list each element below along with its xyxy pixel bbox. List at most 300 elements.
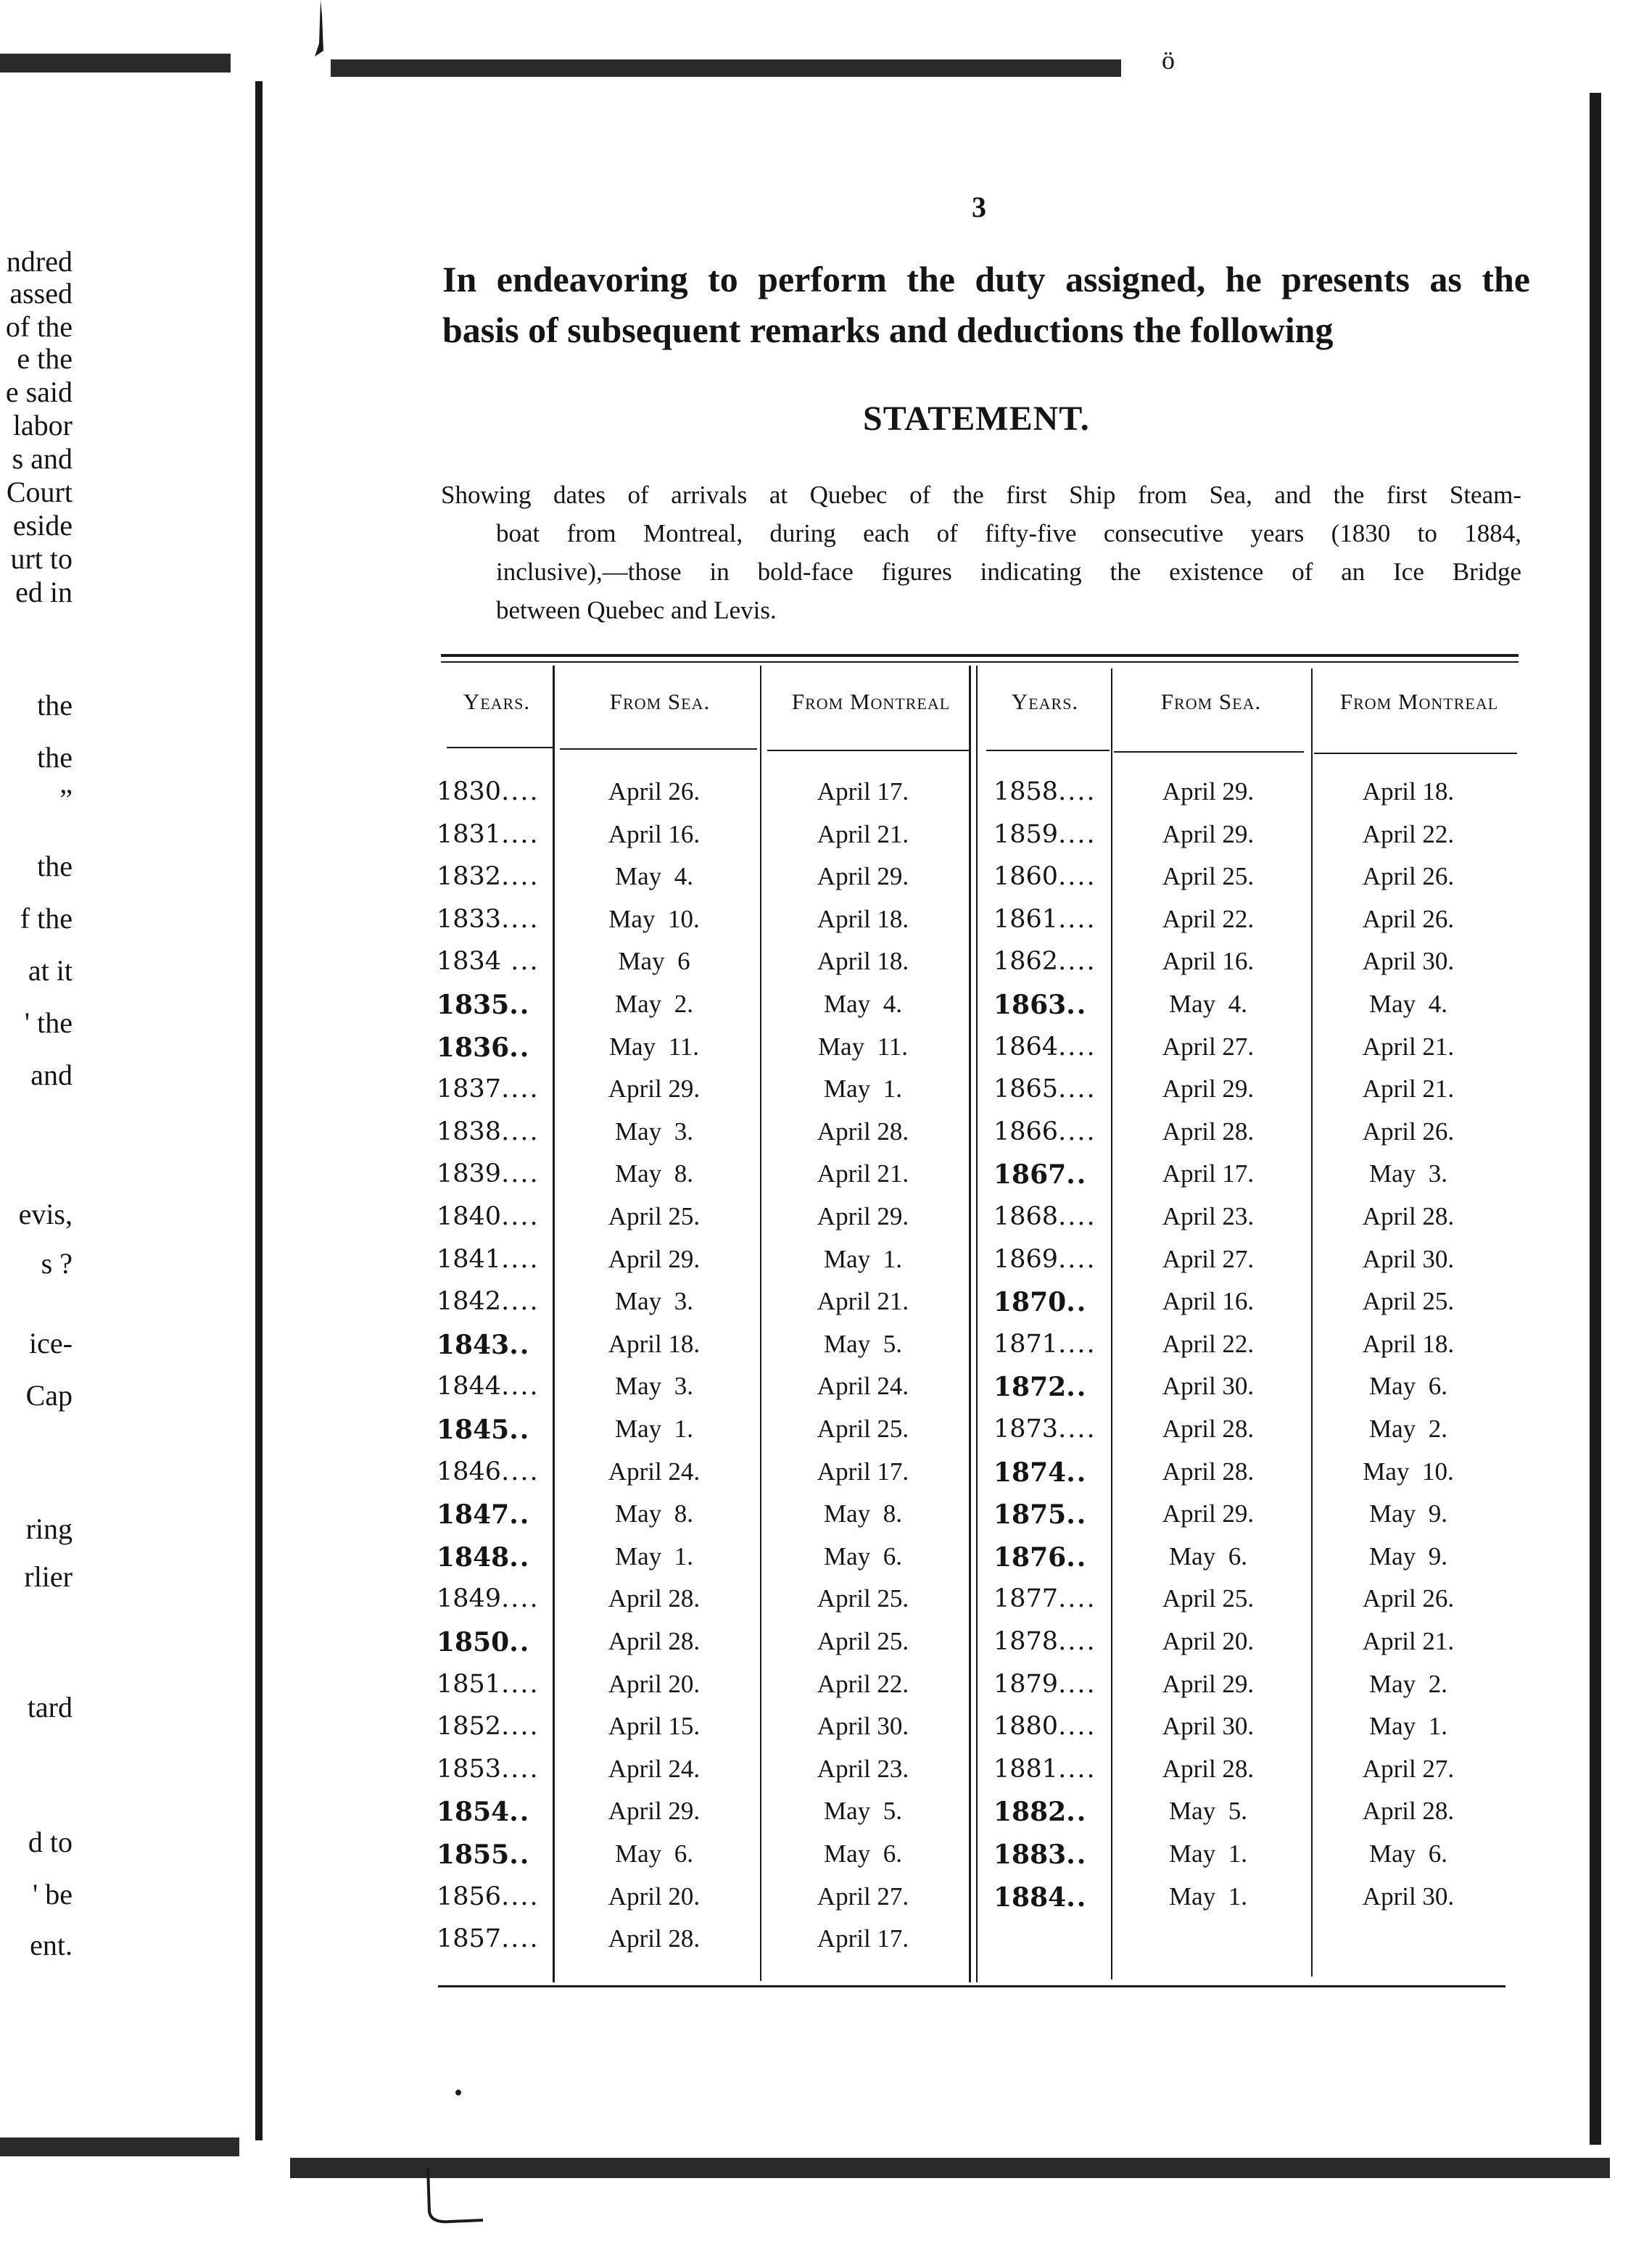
from-montreal-cell: May 6.: [824, 1542, 902, 1570]
year-cell: [437, 1924, 540, 1953]
column-rule-3b: [976, 666, 978, 1982]
year-cell: [993, 1287, 1087, 1317]
year-value: 1845: [437, 1415, 510, 1445]
from-montreal-cell: April 23.: [817, 1755, 909, 1783]
from-montreal-cell: April 22.: [817, 1670, 909, 1698]
year-value: 1830: [437, 777, 502, 806]
leader-dots: ...: [501, 947, 540, 976]
from-sea-cell: May 6: [618, 947, 690, 975]
ring-mark-icon: ö: [1162, 46, 1175, 75]
leader-dots: ..: [1066, 1372, 1088, 1402]
from-sea-cell: May 3.: [615, 1372, 693, 1400]
year-cell: [993, 1584, 1096, 1613]
from-sea-cell: May 6.: [615, 1839, 693, 1868]
year-value: 1840: [437, 1202, 502, 1231]
caption-line-2: boat from Montreal, during each of fifty-five consecutive years (1830 to 1884,: [496, 519, 1521, 547]
left-page-fragment: ice-: [29, 1327, 73, 1359]
from-montreal-cell: April 30.: [1362, 947, 1455, 975]
year-value: 1854: [437, 1797, 510, 1827]
leader-dots: ..: [1066, 1882, 1088, 1913]
header-from-sea-right: From Sea.: [1160, 689, 1262, 714]
left-page-fragment: ring: [25, 1512, 73, 1545]
year-value: 1833: [437, 905, 502, 934]
from-sea-cell: April 20.: [1162, 1627, 1255, 1655]
from-montreal-cell: April 25.: [817, 1627, 909, 1655]
year-cell: [437, 947, 540, 976]
left-page-fragment: ed in: [15, 576, 73, 608]
leader-dots: ....: [501, 1075, 540, 1104]
left-page-fragment: tard: [27, 1691, 73, 1723]
leader-dots: ....: [501, 1457, 540, 1486]
year-value: 1876: [993, 1542, 1067, 1573]
from-sea-cell: April 28.: [608, 1584, 701, 1613]
year-value: 1856: [437, 1882, 502, 1911]
leader-dots: ....: [501, 862, 540, 891]
left-page-fragment: d to: [28, 1826, 73, 1858]
page-right-edge: [1590, 93, 1601, 2145]
leader-dots: ..: [509, 1797, 531, 1827]
year-cell: [437, 1542, 530, 1573]
header-underline-5: [1114, 751, 1304, 753]
leader-dots: ..: [1066, 990, 1088, 1020]
year-cell: [993, 1245, 1096, 1274]
from-sea-cell: April 27.: [1162, 1245, 1255, 1273]
from-sea-cell: May 2.: [615, 990, 693, 1018]
from-montreal-cell: April 30.: [1362, 1882, 1455, 1911]
from-sea-cell: May 8.: [615, 1499, 693, 1528]
leader-dots: ..: [509, 1330, 531, 1360]
year-cell: [993, 1542, 1087, 1573]
year-value: 1850: [437, 1627, 510, 1657]
from-montreal-cell: April 29.: [817, 1202, 909, 1230]
leader-dots: ..: [509, 1542, 531, 1573]
from-montreal-cell: April 30.: [817, 1712, 909, 1740]
leader-dots: ..: [509, 1627, 531, 1657]
leader-dots: ....: [1058, 1670, 1096, 1699]
header-underline-2: [560, 748, 757, 750]
year-cell: [437, 1584, 540, 1613]
from-montreal-cell: April 22.: [1362, 820, 1455, 848]
scan-border-top-left: [0, 54, 231, 73]
header-years-right: Years.: [1011, 689, 1079, 714]
leader-dots: ....: [1058, 1075, 1096, 1104]
from-montreal-cell: April 18.: [817, 947, 909, 975]
leader-dots: ....: [501, 1670, 540, 1699]
header-years-left: Years.: [463, 689, 531, 714]
year-cell: [437, 1457, 540, 1486]
column-rule-2: [760, 666, 761, 1981]
leader-dots: ....: [501, 1712, 540, 1741]
leader-dots: ....: [501, 905, 540, 934]
year-value: 1867: [993, 1159, 1067, 1190]
year-value: 1832: [437, 862, 502, 891]
from-sea-cell: April 20.: [608, 1882, 701, 1911]
year-cell: [993, 1117, 1096, 1146]
leader-dots: ..: [1066, 1159, 1088, 1190]
left-page-fragment: ' be: [33, 1878, 73, 1911]
left-page-fragment: e the: [17, 342, 73, 375]
year-cell: [437, 1202, 540, 1231]
from-montreal-cell: April 25.: [817, 1415, 909, 1443]
year-cell: [437, 1755, 540, 1784]
from-sea-cell: April 30.: [1162, 1712, 1255, 1740]
year-cell: [993, 777, 1096, 806]
left-page-fragment: evis,: [18, 1198, 73, 1230]
year-value: 1881: [993, 1755, 1059, 1784]
from-montreal-cell: April 21.: [817, 820, 909, 848]
table-top-rule-2: [441, 661, 1519, 663]
year-value: 1866: [993, 1117, 1059, 1146]
from-sea-cell: April 29.: [1162, 820, 1255, 848]
year-value: 1878: [993, 1627, 1059, 1656]
from-montreal-cell: April 18.: [1362, 777, 1455, 806]
year-value: 1848: [437, 1542, 510, 1573]
year-cell: [993, 1202, 1096, 1231]
year-cell: [437, 1670, 540, 1699]
from-sea-cell: April 24.: [608, 1755, 701, 1783]
statement-title: STATEMENT.: [863, 400, 1090, 438]
column-rule-5: [1311, 669, 1313, 1977]
leader-dots: ..: [1066, 1499, 1088, 1530]
from-montreal-cell: May 1.: [1369, 1712, 1447, 1740]
year-value: 1851: [437, 1670, 502, 1699]
left-page-fragment: ndred: [6, 245, 73, 278]
left-page-fragment: ' the: [24, 1006, 73, 1039]
leader-dots: ....: [501, 1202, 540, 1231]
from-montreal-cell: April 29.: [817, 862, 909, 890]
from-sea-cell: April 29.: [1162, 777, 1255, 806]
left-page-fragment: the: [37, 689, 73, 721]
leader-dots: ....: [1058, 1117, 1096, 1146]
year-value: 1835: [437, 990, 510, 1020]
year-cell: [437, 1032, 530, 1063]
leader-dots: ....: [501, 820, 540, 849]
from-sea-cell: April 17.: [1162, 1159, 1255, 1188]
from-sea-cell: May 5.: [1169, 1797, 1247, 1825]
year-cell: [993, 862, 1096, 891]
year-cell: [437, 1499, 530, 1530]
year-cell: [437, 1627, 530, 1657]
from-sea-cell: April 28.: [1162, 1415, 1255, 1443]
year-value: 1880: [993, 1712, 1059, 1741]
leader-dots: ..: [509, 1032, 531, 1063]
scan-border-top-right: [331, 59, 1121, 77]
year-cell: [437, 990, 530, 1020]
left-page-fragment: ”: [59, 783, 73, 816]
year-cell: [437, 905, 540, 934]
from-sea-cell: April 16.: [1162, 947, 1255, 975]
caption-line-4: between Quebec and Levis.: [496, 596, 777, 624]
year-value: 1882: [993, 1797, 1067, 1827]
leader-dots: ....: [501, 1882, 540, 1911]
leader-dots: ..: [509, 1839, 531, 1870]
page-fold-line: [255, 81, 263, 2140]
leader-dots: ..: [1066, 1839, 1088, 1870]
from-sea-cell: April 29.: [608, 1797, 701, 1825]
from-montreal-cell: May 1.: [824, 1245, 902, 1273]
year-cell: [993, 1882, 1087, 1913]
leader-dots: ..: [1066, 1542, 1088, 1573]
year-cell: [437, 1797, 530, 1827]
year-cell: [993, 1670, 1096, 1699]
header-underline-4: [986, 750, 1110, 751]
leader-dots: ....: [1058, 862, 1096, 891]
header-underline-6: [1314, 753, 1517, 754]
from-montreal-cell: April 17.: [817, 1924, 909, 1953]
from-sea-cell: April 28.: [1162, 1755, 1255, 1783]
year-cell: [437, 1330, 530, 1360]
left-page-fragment: rlier: [24, 1560, 73, 1593]
from-montreal-cell: May 2.: [1369, 1670, 1447, 1698]
table-top-rule: [441, 654, 1519, 657]
year-cell: [437, 1117, 540, 1146]
year-value: 1879: [993, 1670, 1059, 1699]
from-sea-cell: April 20.: [608, 1670, 701, 1698]
intro-line-2: basis of subsequent remarks and deductions the following: [442, 310, 1334, 350]
leader-dots: ....: [1058, 1245, 1096, 1274]
from-sea-cell: May 3.: [615, 1117, 693, 1146]
year-value: 1849: [437, 1584, 502, 1613]
from-montreal-cell: April 28.: [1362, 1202, 1455, 1230]
from-montreal-cell: April 28.: [1362, 1797, 1455, 1825]
from-sea-cell: April 29.: [608, 1245, 701, 1273]
from-montreal-cell: April 17.: [817, 777, 909, 806]
year-cell: [993, 1032, 1096, 1061]
header-underline-3: [767, 750, 970, 751]
intro-line-1: In endeavoring to perform the duty assigned, he presents as the: [442, 259, 1530, 299]
year-cell: [993, 1330, 1096, 1359]
from-montreal-cell: April 21.: [1362, 1032, 1455, 1061]
from-sea-cell: April 28.: [608, 1924, 701, 1953]
from-sea-cell: April 29.: [1162, 1499, 1255, 1528]
year-value: 1838: [437, 1117, 502, 1146]
statement-caption: [441, 476, 1521, 629]
page-number: 3: [972, 191, 986, 223]
left-page-fragment: s ?: [41, 1247, 73, 1280]
year-cell: [993, 1159, 1087, 1190]
left-page-fragment: the: [37, 741, 73, 774]
year-value: 1870: [993, 1287, 1067, 1317]
year-value: 1862: [993, 947, 1059, 976]
from-montreal-cell: May 1.: [824, 1075, 902, 1103]
left-page-fragment: e said: [5, 376, 73, 408]
leader-dots: ....: [501, 777, 540, 806]
left-page-fragment: eside: [12, 509, 73, 542]
year-cell: [437, 1372, 540, 1401]
left-page-fragment: the: [37, 850, 73, 882]
from-sea-cell: May 4.: [1169, 990, 1247, 1018]
from-sea-cell: May 1.: [615, 1415, 693, 1443]
from-montreal-cell: April 26.: [1362, 1584, 1455, 1613]
year-value: 1883: [993, 1839, 1067, 1870]
year-value: 1853: [437, 1755, 502, 1784]
from-montreal-cell: May 8.: [824, 1499, 902, 1528]
leader-dots: ....: [1058, 1712, 1096, 1741]
header-underline-1: [447, 747, 553, 748]
year-cell: [993, 1627, 1096, 1656]
leader-dots: ....: [1058, 1584, 1096, 1613]
year-cell: [437, 1415, 530, 1445]
year-cell: [437, 1712, 540, 1741]
leader-dots: ....: [1058, 1755, 1096, 1784]
leader-dots: ....: [501, 1245, 540, 1274]
from-montreal-cell: May 5.: [824, 1330, 902, 1358]
year-value: 1859: [993, 820, 1059, 849]
year-cell: [437, 1287, 540, 1316]
from-montreal-cell: April 25.: [817, 1584, 909, 1613]
year-value: 1847: [437, 1499, 510, 1530]
from-sea-cell: April 28.: [608, 1627, 701, 1655]
from-montreal-cell: April 27.: [1362, 1755, 1455, 1783]
from-sea-cell: April 26.: [608, 777, 701, 806]
from-sea-cell: April 22.: [1162, 905, 1255, 933]
header-from-montreal-right: From Montreal: [1339, 689, 1499, 714]
from-montreal-cell: April 18.: [1362, 1330, 1455, 1358]
from-sea-cell: April 22.: [1162, 1330, 1255, 1358]
from-sea-cell: May 1.: [1169, 1839, 1247, 1868]
from-sea-cell: May 1.: [615, 1542, 693, 1570]
from-montreal-cell: April 21.: [817, 1159, 909, 1188]
left-page-fragment: labor: [12, 409, 73, 442]
leader-dots: ....: [1058, 1330, 1096, 1359]
from-sea-cell: May 11.: [608, 1032, 700, 1061]
year-cell: [993, 820, 1096, 849]
year-cell: [993, 1075, 1096, 1104]
year-value: 1884: [993, 1882, 1067, 1913]
year-value: 1831: [437, 820, 502, 849]
from-sea-cell: May 8.: [615, 1159, 693, 1188]
scan-border-bottom-right: [290, 2158, 1610, 2178]
from-sea-cell: May 1.: [1169, 1882, 1247, 1911]
column-rule-3a: [969, 666, 971, 1982]
leader-dots: ....: [501, 1924, 540, 1953]
column-rule-1: [553, 666, 555, 1982]
table-bottom-rule: [438, 1985, 1505, 1987]
year-cell: [437, 1839, 530, 1870]
year-value: 1855: [437, 1839, 510, 1870]
year-value: 1836: [437, 1032, 510, 1063]
leader-dots: ....: [501, 1287, 540, 1316]
leader-dots: ....: [1058, 1032, 1096, 1061]
leader-dots: ....: [1058, 1415, 1096, 1444]
year-cell: [993, 1415, 1096, 1444]
scan-border-bottom-left: [0, 2137, 239, 2156]
from-sea-cell: April 27.: [1162, 1032, 1255, 1061]
year-cell: [437, 1075, 540, 1104]
from-montreal-cell: May 4.: [1369, 990, 1447, 1018]
from-montreal-cell: April 25.: [1362, 1287, 1455, 1315]
from-montreal-cell: April 21.: [1362, 1627, 1455, 1655]
leader-dots: ....: [501, 1584, 540, 1613]
from-sea-cell: April 15.: [608, 1712, 701, 1740]
year-value: 1834: [437, 947, 502, 976]
year-value: 1875: [993, 1499, 1067, 1530]
from-montreal-cell: May 5.: [824, 1797, 902, 1825]
year-cell: [437, 1882, 540, 1911]
from-montreal-cell: May 11.: [817, 1032, 909, 1061]
from-montreal-cell: April 18.: [817, 905, 909, 933]
leader-dots: ....: [1058, 1627, 1096, 1656]
left-page-fragment: at it: [28, 954, 73, 987]
from-montreal-cell: April 21.: [817, 1287, 909, 1315]
year-value: 1877: [993, 1584, 1059, 1613]
year-cell: [993, 1755, 1096, 1784]
from-montreal-cell: April 24.: [817, 1372, 909, 1400]
ink-mark-bottom: [421, 2168, 486, 2226]
year-value: 1871: [993, 1330, 1059, 1359]
header-from-montreal-left: From Montreal: [791, 689, 951, 714]
left-page-fragment: and: [30, 1059, 73, 1091]
column-rule-4: [1111, 669, 1112, 1979]
year-cell: [437, 820, 540, 849]
from-sea-cell: April 25.: [1162, 1584, 1255, 1613]
from-sea-cell: April 29.: [608, 1075, 701, 1103]
leader-dots: ..: [509, 990, 531, 1020]
from-montreal-cell: May 10.: [1363, 1457, 1454, 1486]
from-sea-cell: April 24.: [608, 1457, 701, 1486]
year-value: 1837: [437, 1075, 502, 1104]
from-montreal-cell: April 26.: [1362, 1117, 1455, 1146]
leader-dots: ..: [1066, 1287, 1088, 1317]
year-value: 1861: [993, 905, 1059, 934]
year-cell: [993, 1797, 1087, 1827]
from-montreal-cell: May 4.: [824, 990, 902, 1018]
from-sea-cell: April 28.: [1162, 1457, 1255, 1486]
leader-dots: ....: [1058, 1202, 1096, 1231]
left-page-fragment: urt to: [10, 542, 73, 575]
year-value: 1841: [437, 1245, 502, 1274]
left-page-fragment: s and: [12, 442, 73, 475]
from-montreal-cell: May 2.: [1369, 1415, 1447, 1443]
from-sea-cell: April 29.: [1162, 1670, 1255, 1698]
from-sea-cell: April 25.: [608, 1202, 701, 1230]
year-cell: [993, 1457, 1087, 1488]
leader-dots: ....: [1058, 820, 1096, 849]
left-page-fragment: assed: [9, 277, 73, 310]
year-value: 1858: [993, 777, 1059, 806]
leader-dots: ....: [1058, 777, 1096, 806]
from-sea-cell: April 18.: [608, 1330, 701, 1358]
from-montreal-cell: May 6.: [1369, 1372, 1447, 1400]
year-cell: [993, 1712, 1096, 1741]
year-value: 1873: [993, 1415, 1059, 1444]
ink-mark: [299, 0, 342, 58]
from-sea-cell: April 25.: [1162, 862, 1255, 890]
leader-dots: ....: [501, 1372, 540, 1401]
leader-dots: ..: [509, 1415, 531, 1445]
year-cell: [993, 1839, 1087, 1870]
year-cell: [437, 862, 540, 891]
year-value: 1860: [993, 862, 1059, 891]
leader-dots: ....: [1058, 947, 1096, 976]
year-value: 1872: [993, 1372, 1067, 1402]
leader-dots: ....: [501, 1755, 540, 1784]
leader-dots: ..: [1066, 1457, 1088, 1488]
year-value: 1843: [437, 1330, 510, 1360]
from-sea-cell: April 16.: [1162, 1287, 1255, 1315]
year-value: 1865: [993, 1075, 1059, 1104]
caption-line-1: Showing dates of arrivals at Quebec of the first Ship from Sea, and the first Steam-: [441, 481, 1521, 509]
from-sea-cell: April 23.: [1162, 1202, 1255, 1230]
from-sea-cell: May 4.: [615, 862, 693, 890]
year-value: 1846: [437, 1457, 502, 1486]
left-page-fragment: Cap: [25, 1379, 73, 1412]
year-value: 1852: [437, 1712, 502, 1741]
year-cell: [993, 1499, 1087, 1530]
from-sea-cell: May 3.: [615, 1287, 693, 1315]
leader-dots: ..: [509, 1499, 531, 1530]
year-value: 1844: [437, 1372, 502, 1401]
